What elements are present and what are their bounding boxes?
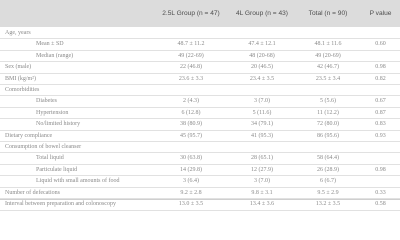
cell-p-value: 0.98 xyxy=(361,62,400,73)
cell-4l-group xyxy=(229,28,295,39)
row-label: Age, years xyxy=(0,28,153,39)
cell-total xyxy=(295,85,361,96)
cell-25l-group: 38 (80.9) xyxy=(153,119,229,130)
cell-total: 42 (46.7) xyxy=(295,62,361,73)
cell-total: 11 (12.2) xyxy=(295,107,361,118)
row-label: Hypertension xyxy=(0,107,153,118)
cell-total xyxy=(295,28,361,39)
cell-total: 72 (80.0) xyxy=(295,119,361,130)
table-row xyxy=(0,119,400,130)
cell-4l-group: 3 (7.0) xyxy=(229,176,295,187)
row-label: BMI (kg/m²) xyxy=(0,73,153,84)
row-label: Consumption of bowel cleanser xyxy=(0,142,153,153)
table-row xyxy=(0,107,400,118)
table-row xyxy=(0,62,400,73)
cell-25l-group: 9.2 ± 2.8 xyxy=(153,187,229,198)
header-25l-group: 2.5L Group (n = 47) xyxy=(162,10,220,17)
cell-4l-group: 34 (79.1) xyxy=(229,119,295,130)
cell-4l-group: 9.8 ± 3.1 xyxy=(229,187,295,198)
header-4l-group: 4L Group (n = 43) xyxy=(236,10,288,17)
table-header xyxy=(0,0,400,27)
cell-4l-group: 48 (20-68) xyxy=(229,50,295,61)
row-label: Interval between preparation and colonoscopy xyxy=(0,199,153,210)
header-total: Total (n = 90) xyxy=(308,10,348,17)
cell-4l-group: 5 (11.6) xyxy=(229,107,295,118)
cell-p-value: 0.33 xyxy=(361,187,400,198)
cell-25l-group: 2 (4.3) xyxy=(153,96,229,107)
cell-p-value xyxy=(361,85,400,96)
row-label: Sex (male) xyxy=(0,62,153,73)
table-row xyxy=(0,176,400,187)
cell-4l-group xyxy=(229,85,295,96)
bottom-rule xyxy=(0,199,400,200)
cell-25l-group: 30 (63.8) xyxy=(153,153,229,164)
row-label: Total liquid xyxy=(0,153,153,164)
cell-4l-group: 13.4 ± 3.6 xyxy=(229,199,295,210)
cell-p-value: 0.83 xyxy=(361,119,400,130)
cell-25l-group: 13.0 ± 3.5 xyxy=(153,199,229,210)
cell-p-value: 0.98 xyxy=(361,164,400,175)
table-body xyxy=(0,28,400,211)
table-row xyxy=(0,142,400,153)
cell-total: 6 (6.7) xyxy=(295,176,361,187)
table-row xyxy=(0,130,400,141)
cell-25l-group: 3 (6.4) xyxy=(153,176,229,187)
cell-total: 5 (5.6) xyxy=(295,96,361,107)
table-row xyxy=(0,199,400,210)
cell-total: 13.2 ± 3.5 xyxy=(295,199,361,210)
cell-total: 48.1 ± 11.6 xyxy=(295,39,361,50)
cell-25l-group xyxy=(153,142,229,153)
cell-25l-group: 48.7 ± 11.2 xyxy=(153,39,229,50)
cell-total: 23.5 ± 3.4 xyxy=(295,73,361,84)
cell-total: 49 (20-69) xyxy=(295,50,361,61)
cell-total: 86 (95.6) xyxy=(295,130,361,141)
cell-25l-group: 49 (22-69) xyxy=(153,50,229,61)
cell-4l-group: 12 (27.9) xyxy=(229,164,295,175)
header-p-value: P value xyxy=(369,10,392,17)
cell-25l-group xyxy=(153,28,229,39)
cell-total: 9.5 ± 2.9 xyxy=(295,187,361,198)
row-label: Number of defecations xyxy=(0,187,153,198)
cell-p-value xyxy=(361,28,400,39)
cell-25l-group: 6 (12.8) xyxy=(153,107,229,118)
cell-total: 26 (28.9) xyxy=(295,164,361,175)
row-label: Median (range) xyxy=(0,50,153,61)
cell-25l-group: 23.6 ± 3.3 xyxy=(153,73,229,84)
cell-p-value: 0.87 xyxy=(361,107,400,118)
cell-p-value xyxy=(361,176,400,187)
table-row xyxy=(0,73,400,84)
cell-p-value xyxy=(361,50,400,61)
cell-4l-group xyxy=(229,142,295,153)
cell-25l-group: 14 (29.8) xyxy=(153,164,229,175)
cell-25l-group: 45 (95.7) xyxy=(153,130,229,141)
table-row xyxy=(0,85,400,96)
table-row xyxy=(0,187,400,198)
cell-25l-group xyxy=(153,85,229,96)
cell-4l-group: 23.4 ± 3.5 xyxy=(229,73,295,84)
cell-p-value xyxy=(361,142,400,153)
cell-total xyxy=(295,142,361,153)
cell-p-value xyxy=(361,153,400,164)
cell-4l-group: 47.4 ± 12.1 xyxy=(229,39,295,50)
table-row xyxy=(0,39,400,50)
row-label: Particulate liquid xyxy=(0,164,153,175)
row-label: Liquid with small amounts of food xyxy=(0,176,153,187)
table-row xyxy=(0,153,400,164)
cell-p-value: 0.60 xyxy=(361,39,400,50)
cell-25l-group: 22 (46.8) xyxy=(153,62,229,73)
cell-4l-group: 20 (46.5) xyxy=(229,62,295,73)
row-label: No/limited history xyxy=(0,119,153,130)
cell-p-value: 0.82 xyxy=(361,73,400,84)
table-row xyxy=(0,28,400,39)
row-label: Comorbidities xyxy=(0,85,153,96)
table-row xyxy=(0,164,400,175)
cell-p-value: 0.58 xyxy=(361,199,400,210)
table-row xyxy=(0,50,400,61)
table-row xyxy=(0,96,400,107)
row-label: Diabetes xyxy=(0,96,153,107)
cell-p-value: 0.93 xyxy=(361,130,400,141)
cell-4l-group: 28 (65.1) xyxy=(229,153,295,164)
row-label: Mean ± SD xyxy=(0,39,153,50)
cell-4l-group: 41 (95.3) xyxy=(229,130,295,141)
cell-p-value: 0.67 xyxy=(361,96,400,107)
cell-total: 58 (64.4) xyxy=(295,153,361,164)
cell-4l-group: 3 (7.0) xyxy=(229,96,295,107)
row-label: Dietary compliance xyxy=(0,130,153,141)
